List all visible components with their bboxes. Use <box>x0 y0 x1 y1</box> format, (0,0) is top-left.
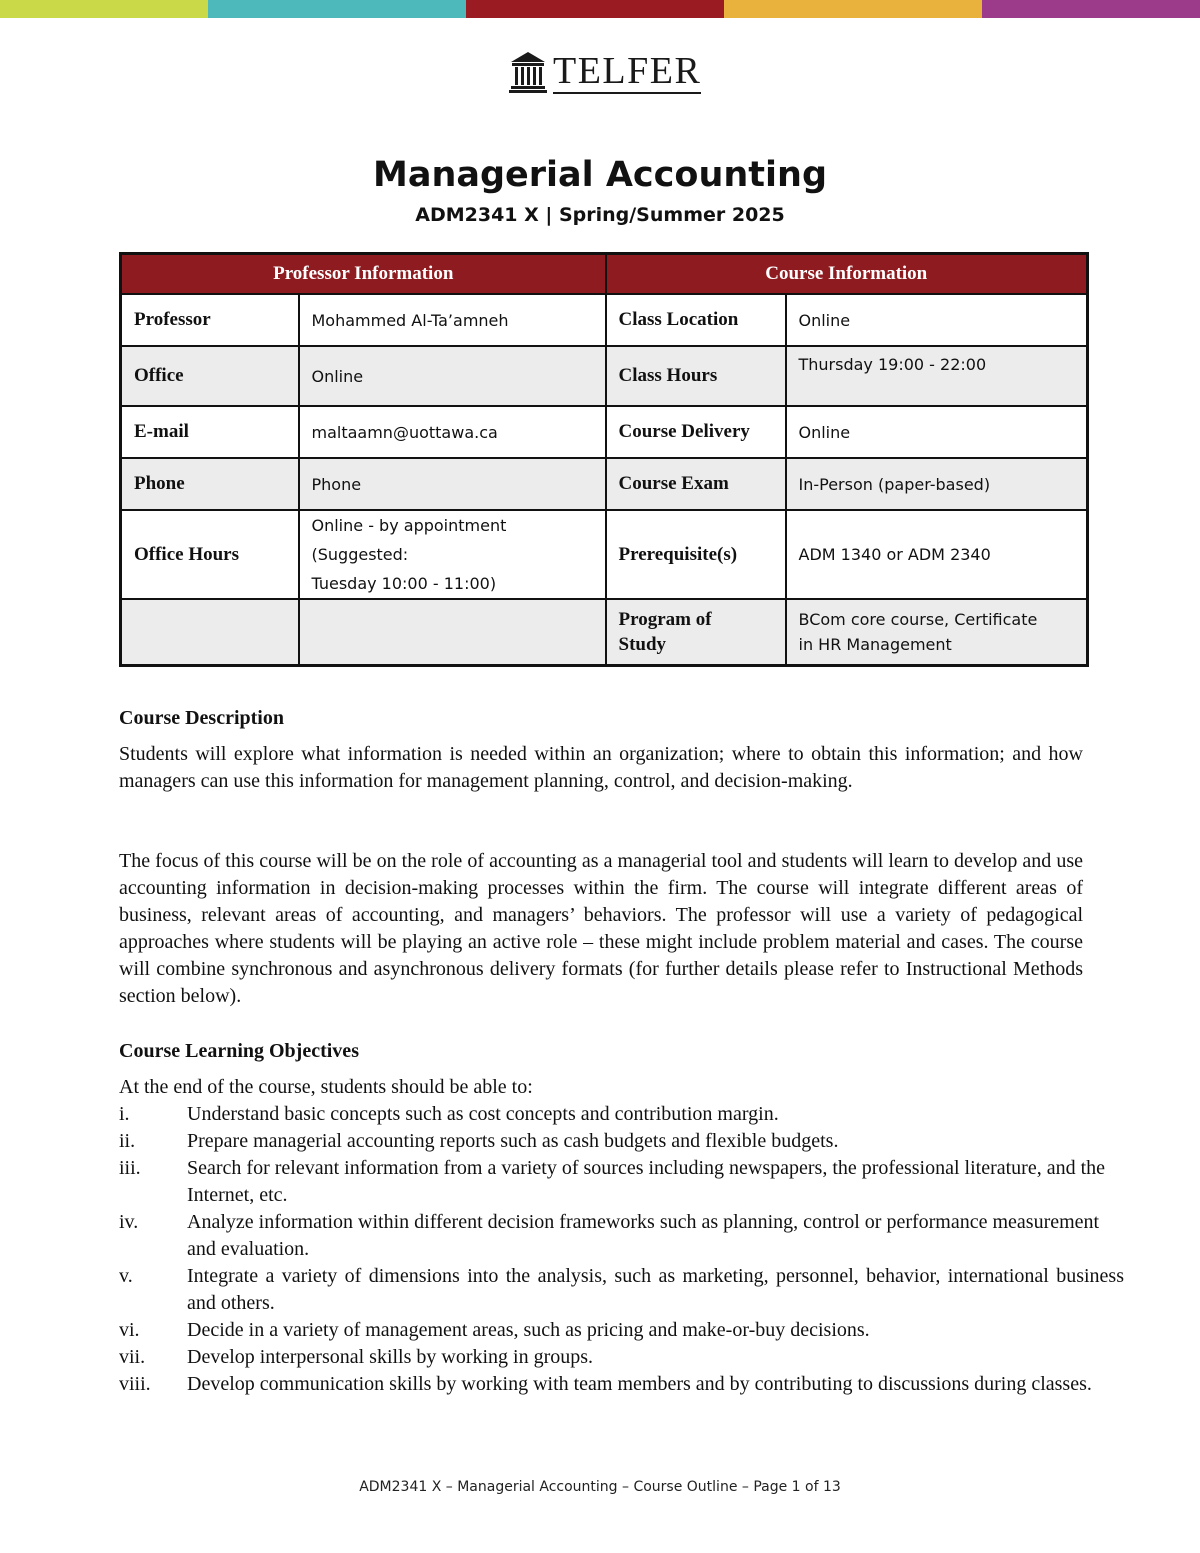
class-location-value: Online <box>786 294 1088 346</box>
list-item <box>119 1209 1124 1263</box>
table-row <box>121 458 1088 510</box>
learning-objectives-heading: Course Learning Objectives <box>119 1040 359 1062</box>
office-label: Office <box>121 346 299 406</box>
office-hours-value <box>299 510 606 599</box>
email-value: maltaamn@uottawa.ca <box>299 406 606 458</box>
office-value: Online <box>299 346 606 406</box>
objective-text: Search for relevant information from a variety of sources including newspapers, the professional literature, and the Internet, etc. <box>187 1157 1106 1206</box>
objective-text: Develop communication skills by working with team members and by contributing to discussions during classes. <box>187 1373 1092 1395</box>
office-hours-line: (Suggested: <box>311 545 409 564</box>
building-icon <box>509 50 547 94</box>
color-stripe-bar <box>0 0 1200 18</box>
objective-text: Develop interpersonal skills by working in groups. <box>187 1346 594 1368</box>
table-row <box>121 406 1088 458</box>
list-item <box>119 1101 1124 1128</box>
objective-number: vi. <box>119 1319 140 1341</box>
stripe-red <box>466 0 724 18</box>
course-exam-value: In-Person (paper-based) <box>786 458 1088 510</box>
program-of-study-label <box>606 599 786 665</box>
email-label: E-mail <box>121 406 299 458</box>
prerequisites-value: ADM 1340 or ADM 2340 <box>786 510 1088 599</box>
page-title: Managerial Accounting <box>373 155 827 195</box>
course-description-paragraph: The focus of this course will be on the role of accounting as a managerial tool and students will learn to develop and use accounting information in decision-making processes within the firm. The course will integrate different areas of business, relevant areas of accounting, and managers’ behaviors. The professor will use a variety of pedagogical approaches where students will be playing an active role – these might include problem material and cases. The course will combine synchronous and asynchronous delivery formats (for further details please refer to Instructional Methods section below). <box>119 850 1083 1007</box>
table-row <box>121 599 1088 665</box>
empty-value-cell <box>299 599 606 665</box>
class-location-label: Class Location <box>606 294 786 346</box>
table-row <box>121 510 1088 599</box>
objective-number: i. <box>119 1103 130 1125</box>
program-value-line: in HR Management <box>798 634 952 654</box>
objective-text: Integrate a variety of dimensions into the analysis, such as marketing, personnel, behavior, international business and others. <box>187 1265 1124 1314</box>
professor-value: Mohammed Al-Ta’amneh <box>299 294 606 346</box>
office-hours-line: Online - by appointment <box>311 516 507 535</box>
phone-value: Phone <box>299 458 606 510</box>
program-label-line: Program of <box>618 608 712 630</box>
list-item <box>119 1263 1124 1317</box>
empty-label-cell <box>121 599 299 665</box>
professor-label: Professor <box>121 294 299 346</box>
list-item <box>119 1128 1124 1155</box>
course-description-paragraph: Students will explore what information is needed within an organization; where to obtain this information; and how managers can use this information for management planning, control, and decision-making. <box>119 743 1083 792</box>
table-row <box>121 346 1088 406</box>
course-exam-label: Course Exam <box>606 458 786 510</box>
course-info-heading: Course Information <box>606 254 1088 295</box>
table-header-row <box>121 254 1088 295</box>
program-value-line: BCom core course, Certificate <box>798 609 1038 629</box>
list-item <box>119 1371 1124 1398</box>
objective-text: Understand basic concepts such as cost concepts and contribution margin. <box>187 1103 779 1125</box>
program-of-study-value <box>786 599 1088 665</box>
objective-text: Analyze information within different decision frameworks such as planning, control or performance measurement and evaluation. <box>187 1211 1100 1260</box>
telfer-logo <box>509 50 701 94</box>
list-item <box>119 1317 1124 1344</box>
class-hours-label: Class Hours <box>606 346 786 406</box>
objective-number: v. <box>119 1265 133 1287</box>
objective-text: Decide in a variety of management areas, such as pricing and make-or-buy decisions. <box>187 1319 870 1341</box>
office-hours-line: Tuesday 10:00 - 11:00) <box>311 574 497 593</box>
course-delivery-label: Course Delivery <box>606 406 786 458</box>
objectives-list <box>119 1101 1124 1398</box>
stripe-green <box>0 0 208 18</box>
objective-number: iii. <box>119 1157 141 1179</box>
course-delivery-value: Online <box>786 406 1088 458</box>
page-footer: ADM2341 X – Managerial Accounting – Course Outline – Page 1 of 13 <box>359 1479 841 1495</box>
table-row <box>121 294 1088 346</box>
phone-label: Phone <box>121 458 299 510</box>
learning-objectives-intro: At the end of the course, students should be able to: <box>119 1076 533 1098</box>
stripe-teal <box>208 0 466 18</box>
class-hours-value: Thursday 19:00 - 22:00 <box>786 346 1088 406</box>
objective-number: viii. <box>119 1373 151 1395</box>
objective-number: ii. <box>119 1130 136 1152</box>
professor-info-heading: Professor Information <box>121 254 606 295</box>
course-info-table <box>119 252 1089 667</box>
office-hours-label: Office Hours <box>121 510 299 599</box>
stripe-yellow <box>724 0 982 18</box>
stripe-purple <box>982 0 1200 18</box>
objective-number: iv. <box>119 1211 139 1233</box>
course-code-subtitle: ADM2341 X | Spring/Summer 2025 <box>415 204 785 226</box>
logo-wordmark: TELFER <box>553 49 702 92</box>
objective-text: Prepare managerial accounting reports such as cash budgets and flexible budgets. <box>187 1130 839 1152</box>
list-item <box>119 1344 1124 1371</box>
program-label-line: Study <box>618 633 667 655</box>
prerequisites-label: Prerequisite(s) <box>606 510 786 599</box>
list-item <box>119 1155 1124 1209</box>
objective-number: vii. <box>119 1346 146 1368</box>
course-description-heading: Course Description <box>119 707 284 729</box>
